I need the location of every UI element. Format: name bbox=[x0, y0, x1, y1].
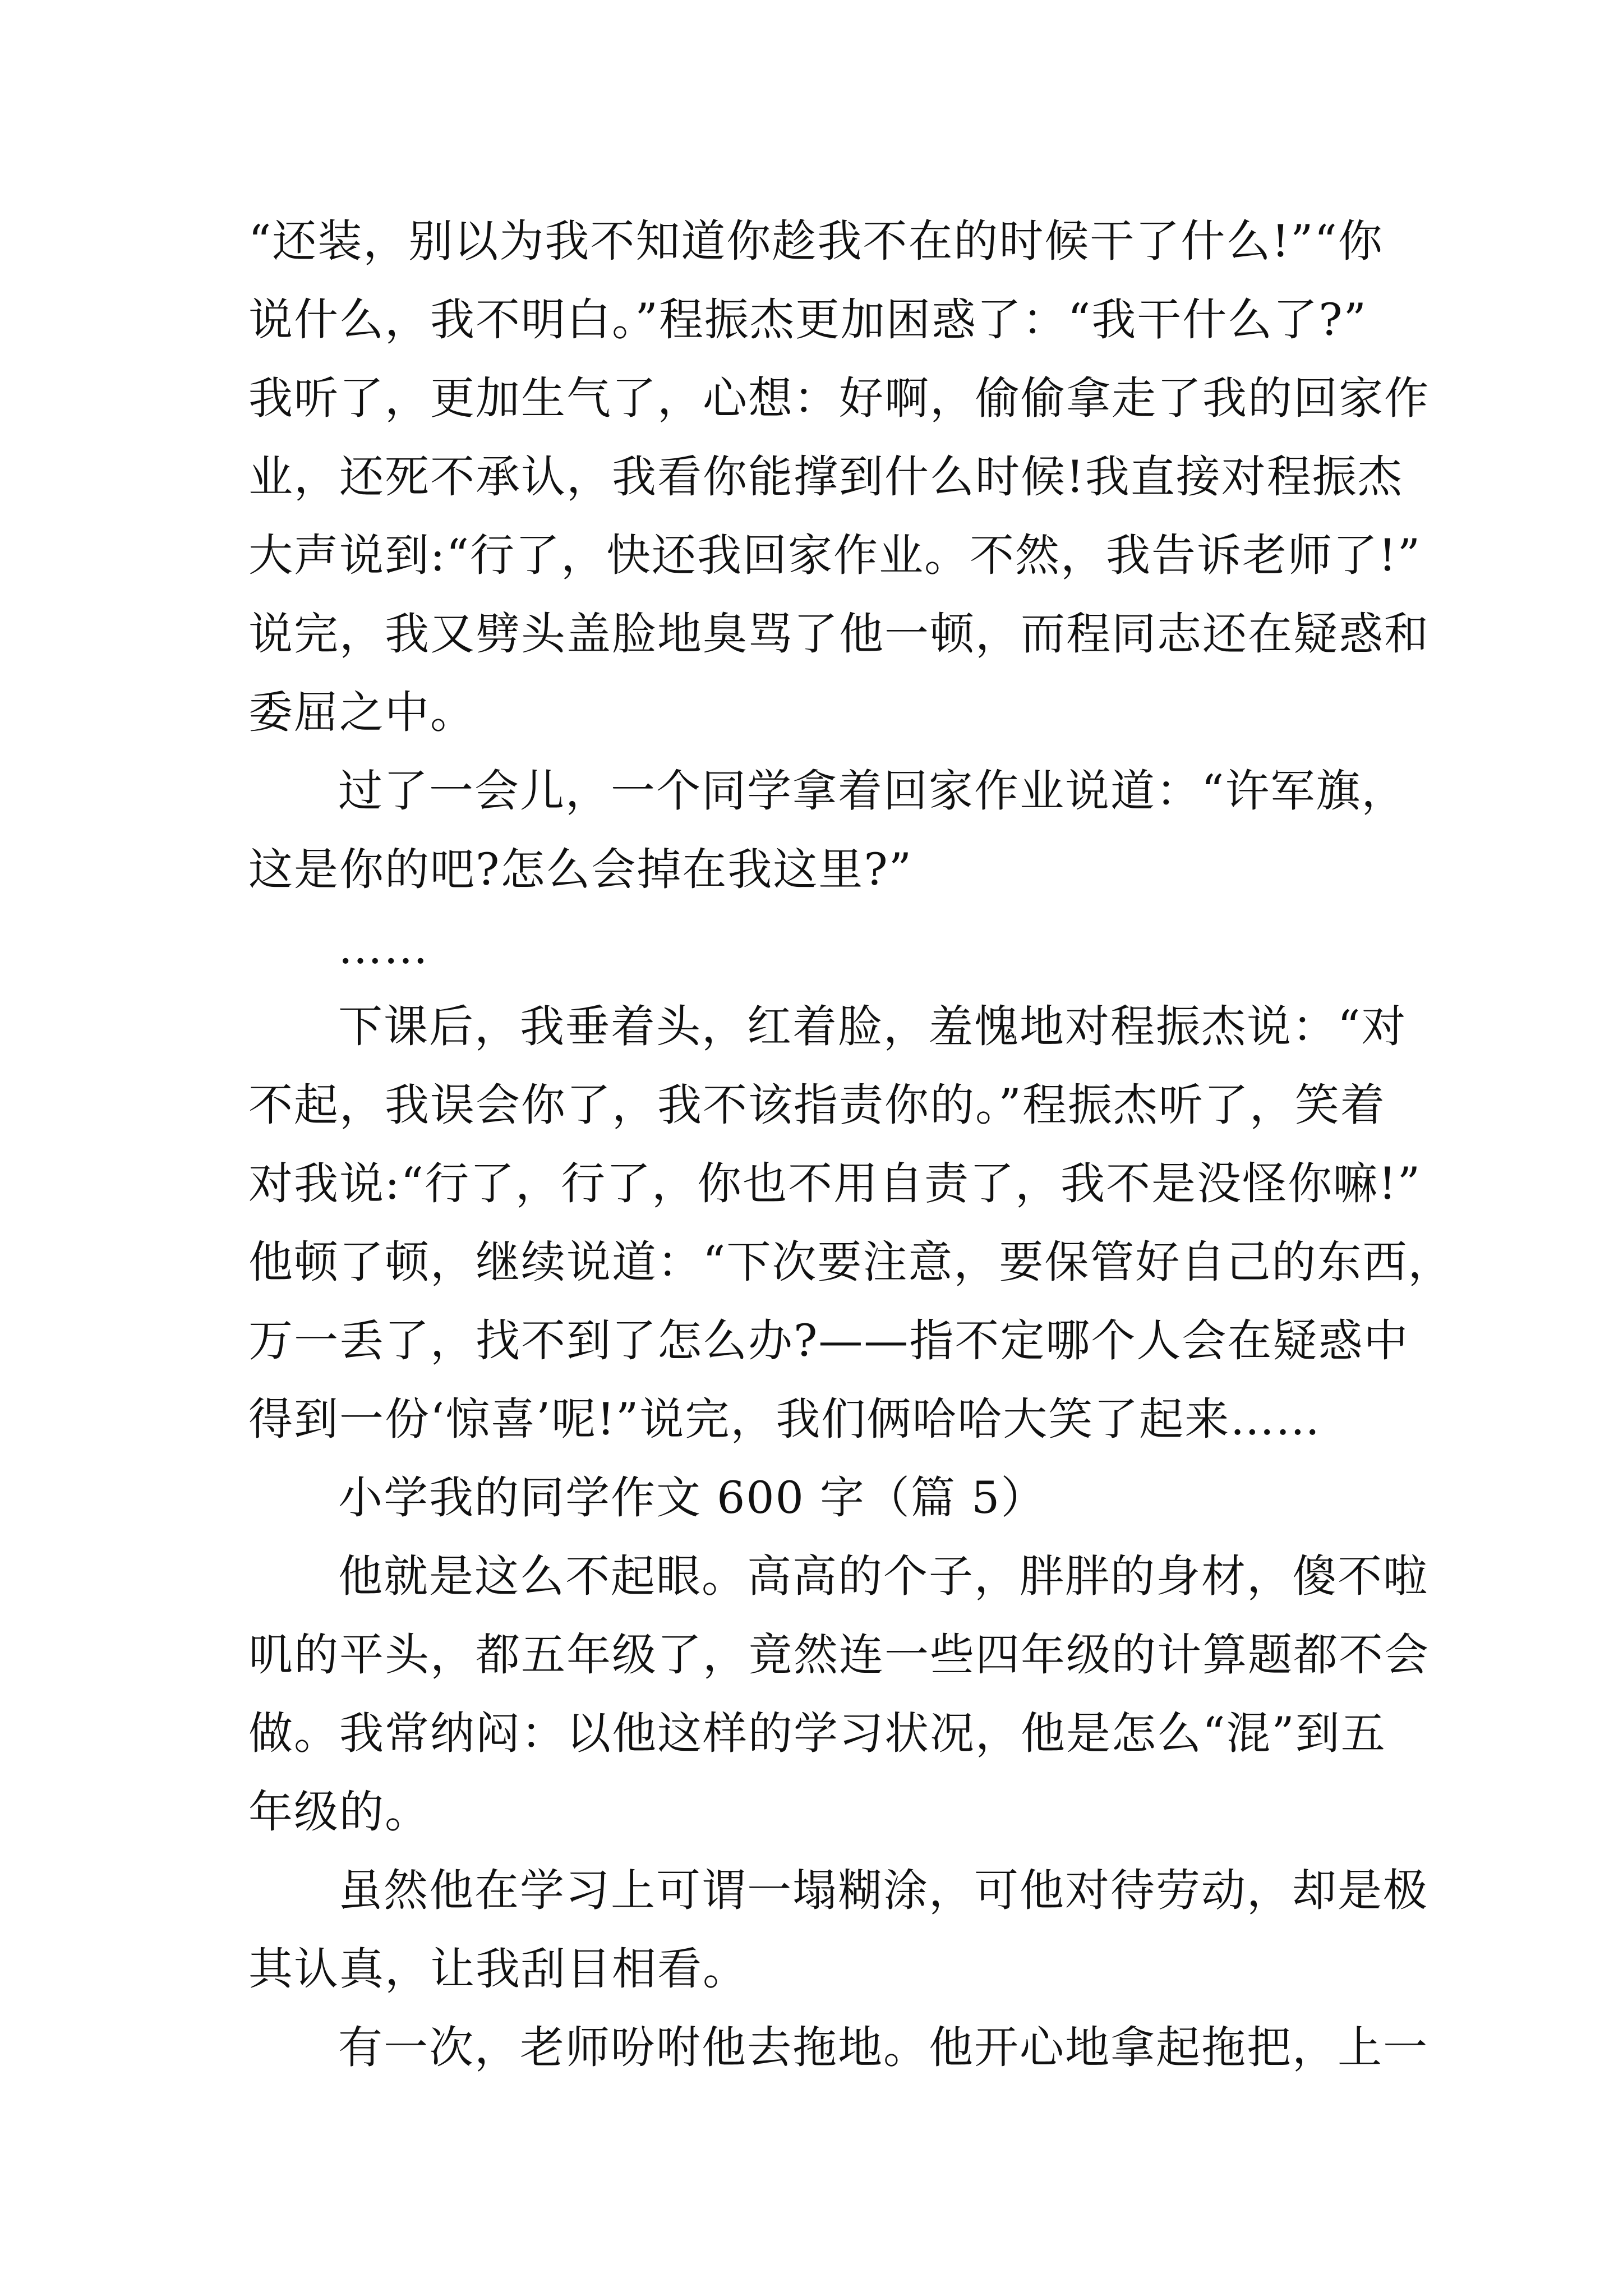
text-line: 虽然他在学习上可谓一塌糊涂，可他对待劳动，却是极 bbox=[338, 1865, 1428, 1916]
text-line: 年级的。 bbox=[248, 1786, 430, 1838]
text-line: 叽的平头，都五年级了，竟然连一些四年级的计算题都不会 bbox=[248, 1629, 1430, 1681]
text-line: 说什么，我不明白。”程振杰更加困惑了：“我干什么了?” bbox=[248, 294, 1368, 346]
text-line: 委屈之中。 bbox=[248, 687, 476, 738]
text-line: 下课后，我垂着头，红着脸，羞愧地对程振杰说：“对 bbox=[338, 1001, 1407, 1052]
text-line: 他顿了顿，继续说道：“下次要注意，要保管好自己的东西， bbox=[248, 1236, 1454, 1288]
text-line: 其认真，让我刮目相看。 bbox=[248, 1943, 748, 1995]
text-line: 对我说:“行了，行了，你也不用自责了，我不是没怪你嘛!” bbox=[248, 1158, 1422, 1209]
text-line: 不起，我误会你了，我不该指责你的。”程振杰听了，笑着 bbox=[248, 1079, 1386, 1131]
text-line: 做。我常纳闷：以他这样的学习状况，他是怎么“混”到五 bbox=[248, 1708, 1386, 1759]
text-line: 万一丢了，找不到了怎么办?——指不定哪个人会在疑惑中 bbox=[248, 1315, 1409, 1366]
text-line: 有一次，老师吩咐他去拖地。他开心地拿起拖把，上一 bbox=[338, 2022, 1428, 2073]
text-line: 大声说到:“行了，快还我回家作业。不然，我告诉老师了!” bbox=[248, 530, 1422, 581]
text-line: 得到一份‘惊喜’呢!”说完，我们俩哈哈大笑了起来…… bbox=[248, 1393, 1321, 1445]
text-line: 业，还死不承认，我看你能撑到什么时候!我直接对程振杰 bbox=[248, 451, 1403, 503]
text-line: 他就是这么不起眼。高高的个子，胖胖的身材，傻不啦 bbox=[338, 1550, 1428, 1602]
text-line: “还装，别以为我不知道你趁我不在的时候干了什么!”“你 bbox=[248, 215, 1384, 267]
text-line: …… bbox=[338, 922, 429, 974]
text-line: 我听了，更加生气了，心想：好啊，偷偷拿走了我的回家作 bbox=[248, 372, 1430, 424]
text-line: 说完，我又劈头盖脸地臭骂了他一顿，而程同志还在疑惑和 bbox=[248, 608, 1430, 660]
body-text bbox=[248, 202, 1454, 2087]
section-heading: 小学我的同学作文 600 字（篇 5） bbox=[338, 1472, 1046, 1524]
text-line: 过了一会儿，一个同学拿着回家作业说道：“许军旗， bbox=[338, 765, 1407, 817]
text-line: 这是你的吧?怎么会掉在我这里?” bbox=[248, 844, 913, 895]
